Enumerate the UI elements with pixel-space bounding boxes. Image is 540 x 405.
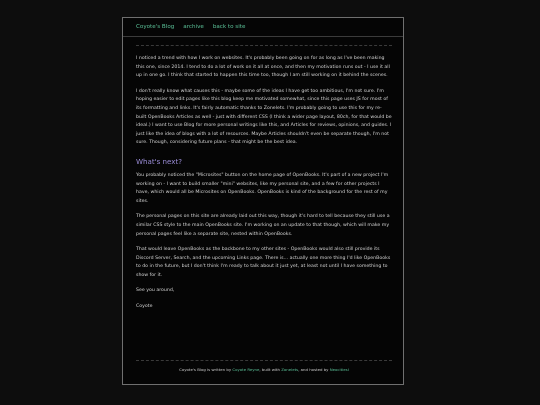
- top-nav: [123, 18, 403, 37]
- footer-mid-1: , built with: [259, 367, 282, 372]
- post-paragraph-5: That would leave OpenBooks as the backbone to my other sites - OpenBooks would also still provide its Discord Server, Search, and the upcoming Links page. There is... actually one more thing I'd like OpenBooks to do in the future, but I don't think I'm ready to talk about it just yet, at least not until I have something to show for it.: [136, 247, 391, 278]
- blog-post: [136, 46, 392, 312]
- footer: [136, 360, 392, 372]
- post-signoff: See you around,: [136, 288, 175, 294]
- post-paragraph-4: The personal pages on this site are already laid out this way, though it's hard to tell because they still use a similar CSS style to the main OpenBooks site. I'm working on an update to that though, which will make my personal pages feel like a separate site, nested within OpenBooks.: [136, 214, 390, 237]
- nav-link-archive[interactable]: archive: [183, 24, 204, 30]
- footer-zonelets-link[interactable]: Zonelets: [281, 367, 299, 372]
- main-content: [136, 45, 392, 319]
- post-signature: Coyote: [136, 304, 153, 310]
- post-paragraph-1: I noticed a trend with how I work on websites. It's probably been going on for as long as I've been making this one, since 2014. I tend to do a lot of work on it all at once, and then my motivation runs out - I use it all up in one go. I think that started to happen this time too, though I am still working on it behind the scenes.: [136, 56, 390, 79]
- footer-credits: [136, 361, 392, 372]
- nav-link-blog-home[interactable]: Coyote's Blog: [136, 24, 175, 30]
- post-paragraph-3: You probably noticed the "Microsites" button on the home page of OpenBooks. It's part of a new project I'm working on - I want to build smaller "mini" websites, like my personal site, and a few for other projects I have, which would all be Microsites on OpenBooks. OpenBooks is kind of the background for the rest of my sites.: [136, 172, 389, 204]
- footer-mid-2: , and hosted by: [298, 367, 330, 372]
- footer-host-link[interactable]: NeocitiesI: [329, 367, 349, 372]
- nav-link-back-to-site[interactable]: back to site: [212, 24, 246, 30]
- page-frame: [122, 17, 404, 385]
- post-paragraph-2: I don't really know what causes this - maybe some of the ideas I have get too ambitious, I'm not sure. I'm hoping easier to edit pages like this blog keep me motivated somewhat, since this page uses JS for most of its formatting and links. It's fairly automatic thanks to Zonelets. I'm probably going to use this for my re-built OpenBooks Articles as well - just with different CSS (I think a wider page layout, 80ch, for that would be ideal.) I want to use Blog for more personal writings like this, and Articles for reviews, opinions, and guides. I just like the idea of blogs with a lot of resources. Maybe Articles shouldn't even be separate though, I'm not sure. Though, considering future plans - that might be the best idea.: [136, 88, 392, 146]
- footer-author-link[interactable]: Coyote Reyne: [232, 367, 260, 372]
- footer-prefix: Coyote's Blog is written by: [179, 367, 233, 372]
- section-heading: What's next?: [136, 156, 183, 166]
